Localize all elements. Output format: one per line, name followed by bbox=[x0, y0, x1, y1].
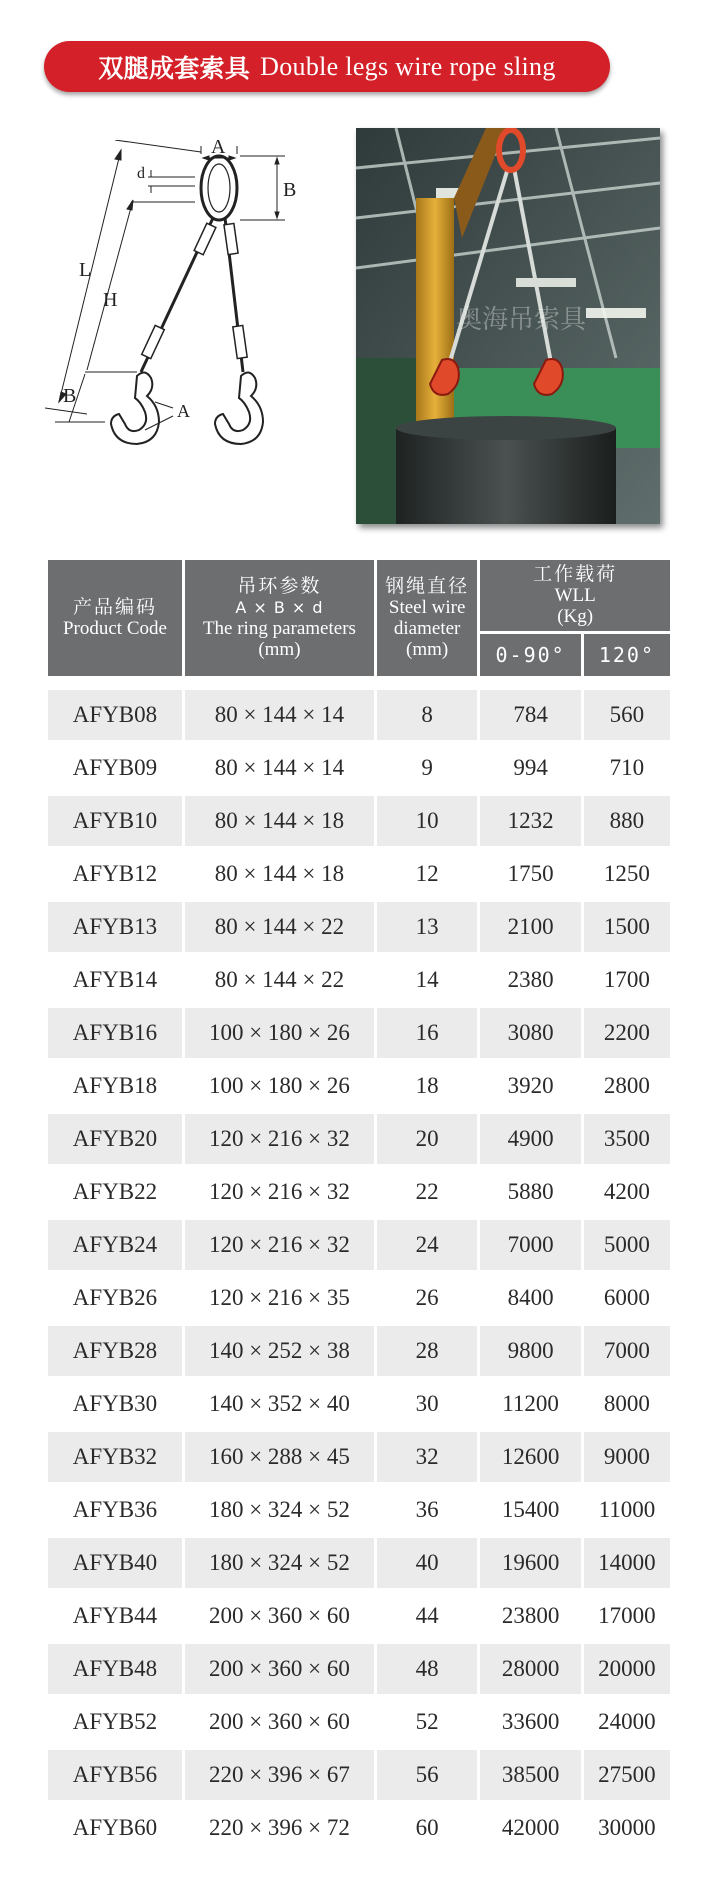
cell-diameter: 14 bbox=[377, 955, 477, 1005]
cell-ring-params: 120 × 216 × 32 bbox=[185, 1167, 374, 1217]
cell-wll-120: 3500 bbox=[584, 1114, 670, 1164]
header-diameter-cn: 钢绳直径 bbox=[385, 575, 470, 597]
cell-wll-120: 880 bbox=[584, 796, 670, 846]
cell-wll-0-90: 4900 bbox=[480, 1114, 580, 1164]
cell-wll-120: 9000 bbox=[584, 1432, 670, 1482]
cell-product-code: AFYB40 bbox=[48, 1538, 182, 1588]
label-B-ring: B bbox=[283, 179, 297, 201]
cell-ring-params: 120 × 216 × 35 bbox=[185, 1273, 374, 1323]
ferrule-right-bottom bbox=[233, 325, 247, 358]
photo-watermark: 奥海吊索具 bbox=[456, 305, 587, 335]
header-diameter-en2: diameter bbox=[393, 618, 461, 639]
cell-ring-params: 180 × 324 × 52 bbox=[185, 1538, 374, 1588]
cell-product-code: AFYB48 bbox=[48, 1644, 182, 1694]
cell-product-code: AFYB44 bbox=[48, 1591, 182, 1641]
cell-wll-0-90: 19600 bbox=[480, 1538, 580, 1588]
label-L: L bbox=[79, 259, 92, 281]
table-row bbox=[48, 1538, 670, 1588]
cell-product-code: AFYB60 bbox=[48, 1803, 182, 1853]
cell-diameter: 44 bbox=[377, 1591, 477, 1641]
table-row bbox=[48, 955, 670, 1005]
cell-wll-120: 1700 bbox=[584, 955, 670, 1005]
header-diameter bbox=[377, 560, 477, 676]
label-B-lower: B bbox=[63, 385, 77, 407]
header-wll bbox=[480, 560, 670, 631]
cell-product-code: AFYB24 bbox=[48, 1220, 182, 1270]
cell-ring-params: 180 × 324 × 52 bbox=[185, 1485, 374, 1535]
cell-diameter: 13 bbox=[377, 902, 477, 952]
cell-wll-0-90: 994 bbox=[480, 743, 580, 793]
table-row bbox=[48, 1803, 670, 1853]
table-row bbox=[48, 796, 670, 846]
table-row bbox=[48, 1220, 670, 1270]
cell-diameter: 36 bbox=[377, 1485, 477, 1535]
cell-wll-120: 20000 bbox=[584, 1644, 670, 1694]
cell-wll-0-90: 2380 bbox=[480, 955, 580, 1005]
cell-wll-0-90: 1232 bbox=[480, 796, 580, 846]
cell-wll-0-90: 1750 bbox=[480, 849, 580, 899]
cell-wll-0-90: 28000 bbox=[480, 1644, 580, 1694]
cell-wll-120: 710 bbox=[584, 743, 670, 793]
cell-diameter: 60 bbox=[377, 1803, 477, 1853]
page-title bbox=[44, 41, 610, 92]
product-photo bbox=[356, 128, 660, 524]
header-diameter-en1: Steel wire bbox=[388, 597, 466, 618]
cell-diameter: 10 bbox=[377, 796, 477, 846]
cell-product-code: AFYB08 bbox=[48, 690, 182, 740]
header-product-code bbox=[48, 560, 182, 676]
cell-product-code: AFYB16 bbox=[48, 1008, 182, 1058]
title-en: Double legs wire rope sling bbox=[260, 51, 556, 81]
cell-ring-params: 140 × 352 × 40 bbox=[185, 1379, 374, 1429]
cell-diameter: 40 bbox=[377, 1538, 477, 1588]
header-angle-0-90: 0-90° bbox=[480, 634, 580, 676]
cell-ring-params: 160 × 288 × 45 bbox=[185, 1432, 374, 1482]
table-row bbox=[48, 1273, 670, 1323]
cell-wll-0-90: 33600 bbox=[480, 1697, 580, 1747]
table-row bbox=[48, 743, 670, 793]
ferrule-left-top bbox=[194, 223, 216, 254]
cell-ring-params: 80 × 144 × 14 bbox=[185, 690, 374, 740]
cell-wll-120: 11000 bbox=[584, 1485, 670, 1535]
cell-wll-120: 2200 bbox=[584, 1008, 670, 1058]
cell-product-code: AFYB22 bbox=[48, 1167, 182, 1217]
table-row bbox=[48, 690, 670, 740]
cell-ring-params: 220 × 396 × 72 bbox=[185, 1803, 374, 1853]
cell-wll-120: 1500 bbox=[584, 902, 670, 952]
table-row bbox=[48, 1750, 670, 1800]
table-row bbox=[48, 1326, 670, 1376]
label-d: d bbox=[137, 165, 145, 182]
table-row bbox=[48, 1697, 670, 1747]
cell-diameter: 18 bbox=[377, 1061, 477, 1111]
cell-ring-params: 80 × 144 × 22 bbox=[185, 902, 374, 952]
cell-wll-0-90: 38500 bbox=[480, 1750, 580, 1800]
cell-diameter: 30 bbox=[377, 1379, 477, 1429]
cell-ring-params: 200 × 360 × 60 bbox=[185, 1591, 374, 1641]
spec-table bbox=[45, 557, 673, 1856]
cell-product-code: AFYB14 bbox=[48, 955, 182, 1005]
header-product-code-cn: 产品编码 bbox=[72, 596, 157, 618]
cell-diameter: 16 bbox=[377, 1008, 477, 1058]
cell-ring-params: 200 × 360 × 60 bbox=[185, 1697, 374, 1747]
cell-wll-120: 30000 bbox=[584, 1803, 670, 1853]
cell-product-code: AFYB18 bbox=[48, 1061, 182, 1111]
cell-product-code: AFYB10 bbox=[48, 796, 182, 846]
table-row bbox=[48, 902, 670, 952]
cell-diameter: 28 bbox=[377, 1326, 477, 1376]
cell-diameter: 8 bbox=[377, 690, 477, 740]
cell-wll-0-90: 11200 bbox=[480, 1379, 580, 1429]
cell-ring-params: 80 × 144 × 18 bbox=[185, 796, 374, 846]
hook-left bbox=[111, 372, 159, 444]
header-ring-en: The ring parameters bbox=[202, 618, 356, 639]
cell-diameter: 12 bbox=[377, 849, 477, 899]
cell-product-code: AFYB20 bbox=[48, 1114, 182, 1164]
title-cn: 双腿成套索具 bbox=[98, 53, 251, 83]
cell-wll-120: 24000 bbox=[584, 1697, 670, 1747]
table-row bbox=[48, 1485, 670, 1535]
cell-wll-0-90: 12600 bbox=[480, 1432, 580, 1482]
cell-wll-0-90: 5880 bbox=[480, 1167, 580, 1217]
cell-wll-120: 560 bbox=[584, 690, 670, 740]
cell-product-code: AFYB12 bbox=[48, 849, 182, 899]
cell-wll-120: 7000 bbox=[584, 1326, 670, 1376]
table-row bbox=[48, 1167, 670, 1217]
cell-wll-120: 6000 bbox=[584, 1273, 670, 1323]
cell-ring-params: 100 × 180 × 26 bbox=[185, 1008, 374, 1058]
hook-right bbox=[215, 372, 263, 444]
cell-wll-0-90: 2100 bbox=[480, 902, 580, 952]
header-ring-params bbox=[185, 560, 374, 676]
cell-ring-params: 120 × 216 × 32 bbox=[185, 1220, 374, 1270]
cell-product-code: AFYB28 bbox=[48, 1326, 182, 1376]
cell-wll-0-90: 784 bbox=[480, 690, 580, 740]
cell-diameter: 9 bbox=[377, 743, 477, 793]
header-wll-cn: 工作载荷 bbox=[533, 563, 618, 585]
label-H: H bbox=[103, 289, 118, 311]
cell-ring-params: 100 × 180 × 26 bbox=[185, 1061, 374, 1111]
cell-diameter: 48 bbox=[377, 1644, 477, 1694]
cell-ring-params: 200 × 360 × 60 bbox=[185, 1644, 374, 1694]
cell-ring-params: 80 × 144 × 14 bbox=[185, 743, 374, 793]
header-ring-formula: A × B × d bbox=[235, 598, 324, 617]
cell-product-code: AFYB30 bbox=[48, 1379, 182, 1429]
cell-diameter: 24 bbox=[377, 1220, 477, 1270]
label-A-top: A bbox=[211, 140, 226, 158]
label-A-hook: A bbox=[177, 401, 190, 421]
header-wll-en: WLL bbox=[554, 585, 596, 606]
header-ring-cn: 吊环参数 bbox=[237, 575, 322, 597]
cell-diameter: 22 bbox=[377, 1167, 477, 1217]
cell-product-code: AFYB26 bbox=[48, 1273, 182, 1323]
cell-product-code: AFYB36 bbox=[48, 1485, 182, 1535]
cell-wll-0-90: 3080 bbox=[480, 1008, 580, 1058]
cell-wll-0-90: 8400 bbox=[480, 1273, 580, 1323]
cell-diameter: 26 bbox=[377, 1273, 477, 1323]
cell-wll-0-90: 7000 bbox=[480, 1220, 580, 1270]
cell-wll-120: 8000 bbox=[584, 1379, 670, 1429]
cell-product-code: AFYB13 bbox=[48, 902, 182, 952]
table-row bbox=[48, 1644, 670, 1694]
cell-ring-params: 120 × 216 × 32 bbox=[185, 1114, 374, 1164]
cell-diameter: 52 bbox=[377, 1697, 477, 1747]
cell-wll-0-90: 9800 bbox=[480, 1326, 580, 1376]
cell-product-code: AFYB32 bbox=[48, 1432, 182, 1482]
cell-wll-0-90: 23800 bbox=[480, 1591, 580, 1641]
header-wll-unit: (Kg) bbox=[557, 606, 594, 627]
ferrule-right-top bbox=[224, 223, 238, 254]
cell-diameter: 32 bbox=[377, 1432, 477, 1482]
header-ring-unit: (mm) bbox=[258, 639, 301, 660]
header-diameter-unit: (mm) bbox=[406, 639, 449, 660]
cell-wll-120: 14000 bbox=[584, 1538, 670, 1588]
ferrule-left-bottom bbox=[142, 325, 165, 358]
cell-wll-0-90: 42000 bbox=[480, 1803, 580, 1853]
cell-diameter: 56 bbox=[377, 1750, 477, 1800]
cell-ring-params: 80 × 144 × 22 bbox=[185, 955, 374, 1005]
cell-ring-params: 140 × 252 × 38 bbox=[185, 1326, 374, 1376]
cell-ring-params: 80 × 144 × 18 bbox=[185, 849, 374, 899]
table-row bbox=[48, 849, 670, 899]
cell-wll-120: 1250 bbox=[584, 849, 670, 899]
cell-diameter: 20 bbox=[377, 1114, 477, 1164]
table-row bbox=[48, 1061, 670, 1111]
cell-ring-params: 220 × 396 × 67 bbox=[185, 1750, 374, 1800]
table-row bbox=[48, 1008, 670, 1058]
cell-product-code: AFYB56 bbox=[48, 1750, 182, 1800]
cell-wll-120: 27500 bbox=[584, 1750, 670, 1800]
cell-wll-120: 4200 bbox=[584, 1167, 670, 1217]
cell-wll-120: 5000 bbox=[584, 1220, 670, 1270]
master-ring bbox=[201, 156, 237, 220]
cell-wll-0-90: 3920 bbox=[480, 1061, 580, 1111]
table-row bbox=[48, 1591, 670, 1641]
header-product-code-en: Product Code bbox=[62, 618, 167, 639]
table-row bbox=[48, 1432, 670, 1482]
cell-wll-120: 2800 bbox=[584, 1061, 670, 1111]
sling-diagram bbox=[45, 140, 345, 540]
cell-wll-120: 17000 bbox=[584, 1591, 670, 1641]
cell-wll-0-90: 15400 bbox=[480, 1485, 580, 1535]
header-angle-120: 120° bbox=[584, 634, 670, 676]
table-row bbox=[48, 1114, 670, 1164]
cell-product-code: AFYB52 bbox=[48, 1697, 182, 1747]
cell-product-code: AFYB09 bbox=[48, 743, 182, 793]
table-row bbox=[48, 1379, 670, 1429]
